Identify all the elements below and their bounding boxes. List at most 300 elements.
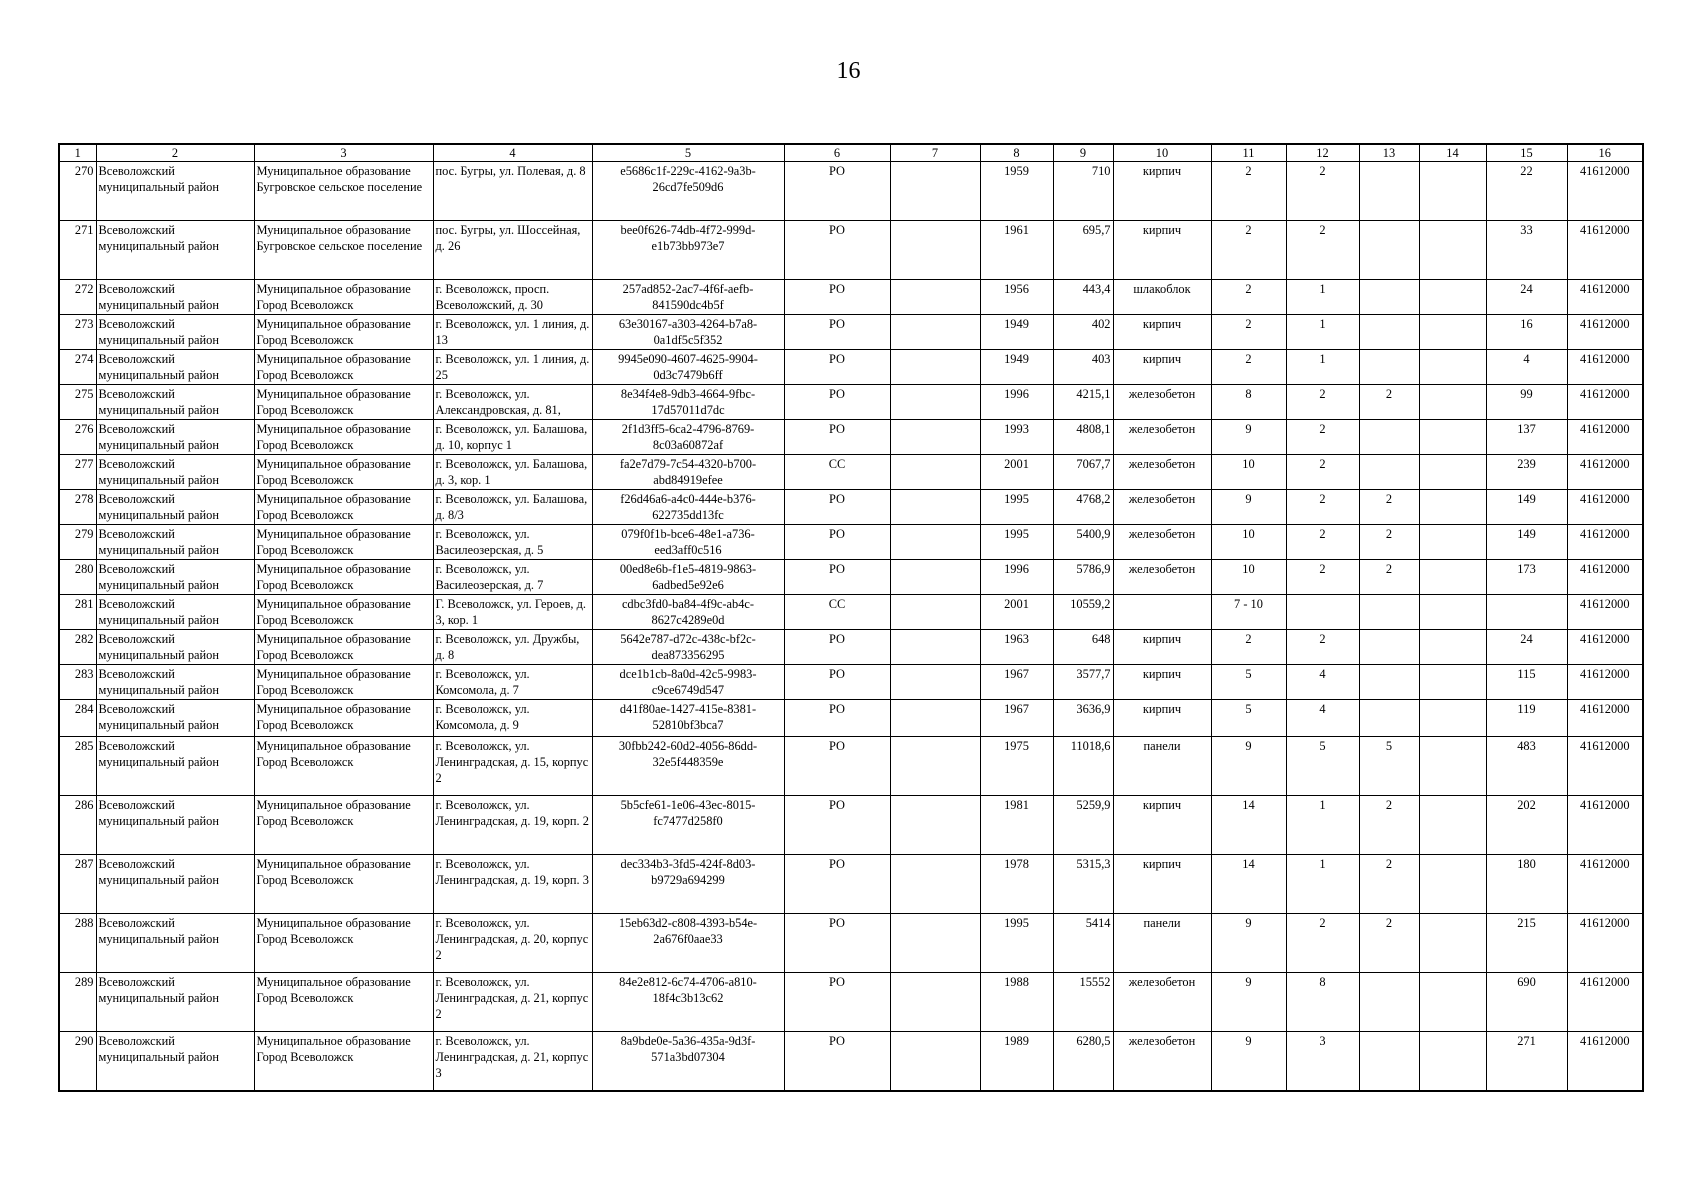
cell-area: 6280,5 [1053, 1032, 1113, 1092]
cell-address: г. Всеволожск, ул. Василеозерская, д. 7 [433, 560, 592, 595]
cell-c12: 1 [1286, 315, 1359, 350]
table-row [59, 700, 1643, 737]
cell-area: 11018,6 [1053, 737, 1113, 796]
cell-district: Всеволожский муниципальный район [96, 162, 254, 221]
cell-district: Всеволожский муниципальный район [96, 221, 254, 280]
cell-n: 281 [59, 595, 96, 630]
cell-type: РО [784, 630, 890, 665]
cell-n: 278 [59, 490, 96, 525]
cell-c15: 202 [1486, 796, 1567, 855]
cell-type: РО [784, 700, 890, 737]
table-row [59, 162, 1643, 221]
cell-year: 1995 [980, 490, 1053, 525]
cell-c14 [1419, 280, 1486, 315]
cell-c7 [890, 914, 980, 973]
cell-oktmo: 41612000 [1567, 973, 1643, 1032]
column-header-15: 15 [1486, 144, 1567, 162]
cell-municipality: Муниципальное образование Город Всеволожск [254, 315, 433, 350]
cell-c15: 483 [1486, 737, 1567, 796]
cell-area: 5315,3 [1053, 855, 1113, 914]
cell-year: 1949 [980, 350, 1053, 385]
cell-material: кирпич [1113, 855, 1211, 914]
cell-n: 283 [59, 665, 96, 700]
cell-c13 [1359, 221, 1419, 280]
cell-guid: 5642e787-d72c-438c-bf2c-dea873356295 [592, 630, 784, 665]
cell-c7 [890, 420, 980, 455]
cell-floors: 14 [1211, 796, 1286, 855]
cell-type: РО [784, 1032, 890, 1092]
cell-address: г. Всеволожск, просп. Всеволожский, д. 30 [433, 280, 592, 315]
cell-area: 5786,9 [1053, 560, 1113, 595]
cell-c12: 2 [1286, 630, 1359, 665]
cell-municipality: Муниципальное образование Город Всеволожск [254, 665, 433, 700]
cell-municipality: Муниципальное образование Город Всеволожск [254, 420, 433, 455]
cell-c15: 16 [1486, 315, 1567, 350]
cell-year: 2001 [980, 595, 1053, 630]
cell-c15: 33 [1486, 221, 1567, 280]
cell-oktmo: 41612000 [1567, 280, 1643, 315]
column-header-8: 8 [980, 144, 1053, 162]
cell-type: РО [784, 560, 890, 595]
cell-floors: 2 [1211, 630, 1286, 665]
cell-address: г. Всеволожск, ул. Комсомола, д. 9 [433, 700, 592, 737]
cell-c7 [890, 221, 980, 280]
cell-c15: 271 [1486, 1032, 1567, 1092]
cell-n: 272 [59, 280, 96, 315]
cell-floors: 2 [1211, 350, 1286, 385]
cell-guid: 63e30167-a303-4264-b7a8-0a1df5c5f352 [592, 315, 784, 350]
cell-n: 287 [59, 855, 96, 914]
column-header-13: 13 [1359, 144, 1419, 162]
cell-area: 3577,7 [1053, 665, 1113, 700]
cell-type: РО [784, 525, 890, 560]
cell-district: Всеволожский муниципальный район [96, 595, 254, 630]
column-header-2: 2 [96, 144, 254, 162]
cell-floors: 8 [1211, 385, 1286, 420]
cell-n: 290 [59, 1032, 96, 1092]
column-header-16: 16 [1567, 144, 1643, 162]
cell-c7 [890, 973, 980, 1032]
cell-year: 1989 [980, 1032, 1053, 1092]
cell-c12: 2 [1286, 455, 1359, 490]
cell-c13: 2 [1359, 796, 1419, 855]
cell-material: железобетон [1113, 420, 1211, 455]
cell-c14 [1419, 595, 1486, 630]
cell-address: г. Всеволожск, ул. Ленинградская, д. 15, корпус 2 [433, 737, 592, 796]
table-row [59, 737, 1643, 796]
cell-c12: 2 [1286, 490, 1359, 525]
cell-district: Всеволожский муниципальный район [96, 385, 254, 420]
cell-c12: 1 [1286, 350, 1359, 385]
cell-guid: d41f80ae-1427-415e-8381-52810bf3bca7 [592, 700, 784, 737]
cell-district: Всеволожский муниципальный район [96, 455, 254, 490]
cell-c13 [1359, 665, 1419, 700]
cell-year: 1959 [980, 162, 1053, 221]
cell-municipality: Муниципальное образование Город Всеволожск [254, 630, 433, 665]
cell-n: 273 [59, 315, 96, 350]
cell-c14 [1419, 665, 1486, 700]
cell-c13 [1359, 1032, 1419, 1092]
cell-address: Г. Всеволожск, ул. Героев, д. 3, кор. 1 [433, 595, 592, 630]
cell-c12: 5 [1286, 737, 1359, 796]
cell-type: РО [784, 490, 890, 525]
cell-c12: 1 [1286, 855, 1359, 914]
cell-oktmo: 41612000 [1567, 455, 1643, 490]
cell-guid: dec334b3-3fd5-424f-8d03-b9729a694299 [592, 855, 784, 914]
cell-c15 [1486, 595, 1567, 630]
cell-guid: 8e34f4e8-9db3-4664-9fbc-17d57011d7dc [592, 385, 784, 420]
cell-guid: cdbc3fd0-ba84-4f9c-ab4c-8627c4289e0d [592, 595, 784, 630]
cell-year: 1993 [980, 420, 1053, 455]
cell-oktmo: 41612000 [1567, 700, 1643, 737]
cell-c7 [890, 490, 980, 525]
cell-c7 [890, 315, 980, 350]
cell-guid: 8a9bde0e-5a36-435a-9d3f-571a3bd07304 [592, 1032, 784, 1092]
cell-municipality: Муниципальное образование Город Всеволожск [254, 595, 433, 630]
cell-c7 [890, 455, 980, 490]
column-header-12: 12 [1286, 144, 1359, 162]
cell-material: железобетон [1113, 973, 1211, 1032]
cell-district: Всеволожский муниципальный район [96, 973, 254, 1032]
cell-c12: 4 [1286, 665, 1359, 700]
table-row [59, 455, 1643, 490]
cell-area: 15552 [1053, 973, 1113, 1032]
cell-c14 [1419, 973, 1486, 1032]
table-row [59, 280, 1643, 315]
cell-type: РО [784, 665, 890, 700]
cell-area: 10559,2 [1053, 595, 1113, 630]
table-row [59, 973, 1643, 1032]
cell-c14 [1419, 560, 1486, 595]
cell-c14 [1419, 525, 1486, 560]
cell-material: железобетон [1113, 1032, 1211, 1092]
cell-type: СС [784, 455, 890, 490]
cell-c12: 2 [1286, 420, 1359, 455]
cell-guid: fa2e7d79-7c54-4320-b700-abd84919efee [592, 455, 784, 490]
cell-address: г. Всеволожск, ул. Александровская, д. 81, [433, 385, 592, 420]
cell-floors: 2 [1211, 315, 1286, 350]
cell-c12: 2 [1286, 385, 1359, 420]
cell-c15: 119 [1486, 700, 1567, 737]
cell-c13 [1359, 315, 1419, 350]
cell-material: кирпич [1113, 665, 1211, 700]
cell-area: 3636,9 [1053, 700, 1113, 737]
cell-c13 [1359, 595, 1419, 630]
cell-guid: bee0f626-74db-4f72-999d-e1b73bb973e7 [592, 221, 784, 280]
cell-c13 [1359, 973, 1419, 1032]
cell-c14 [1419, 350, 1486, 385]
cell-address: г. Всеволожск, ул. Балашова, д. 3, кор. 1 [433, 455, 592, 490]
cell-c15: 115 [1486, 665, 1567, 700]
cell-material: железобетон [1113, 455, 1211, 490]
cell-year: 1995 [980, 525, 1053, 560]
housing-register-table [58, 143, 1644, 1092]
cell-municipality: Муниципальное образование Город Всеволожск [254, 385, 433, 420]
cell-c7 [890, 700, 980, 737]
cell-district: Всеволожский муниципальный район [96, 315, 254, 350]
cell-c15: 99 [1486, 385, 1567, 420]
cell-c15: 22 [1486, 162, 1567, 221]
cell-n: 276 [59, 420, 96, 455]
cell-year: 1949 [980, 315, 1053, 350]
cell-c7 [890, 385, 980, 420]
cell-material [1113, 595, 1211, 630]
page-number: 16 [836, 58, 861, 84]
cell-c7 [890, 630, 980, 665]
column-header-4: 4 [433, 144, 592, 162]
cell-area: 695,7 [1053, 221, 1113, 280]
cell-material: кирпич [1113, 630, 1211, 665]
cell-guid: 257ad852-2ac7-4f6f-aefb-841590dc4b5f [592, 280, 784, 315]
cell-c13: 5 [1359, 737, 1419, 796]
cell-address: пос. Бугры, ул. Полевая, д. 8 [433, 162, 592, 221]
table-row [59, 796, 1643, 855]
cell-district: Всеволожский муниципальный район [96, 914, 254, 973]
table-row [59, 914, 1643, 973]
cell-area: 403 [1053, 350, 1113, 385]
cell-c15: 137 [1486, 420, 1567, 455]
cell-type: РО [784, 315, 890, 350]
cell-municipality: Муниципальное образование Город Всеволожск [254, 525, 433, 560]
cell-material: кирпич [1113, 700, 1211, 737]
cell-c7 [890, 595, 980, 630]
cell-material: железобетон [1113, 490, 1211, 525]
cell-c14 [1419, 737, 1486, 796]
cell-oktmo: 41612000 [1567, 420, 1643, 455]
cell-c12: 2 [1286, 162, 1359, 221]
cell-c7 [890, 525, 980, 560]
cell-year: 1967 [980, 700, 1053, 737]
column-number-row [59, 144, 1643, 162]
cell-address: г. Всеволожск, ул. Ленинградская, д. 20, корпус 2 [433, 914, 592, 973]
cell-guid: 9945e090-4607-4625-9904-0d3c7479b6ff [592, 350, 784, 385]
column-header-14: 14 [1419, 144, 1486, 162]
cell-material: панели [1113, 737, 1211, 796]
cell-material: кирпич [1113, 350, 1211, 385]
cell-municipality: Муниципальное образование Город Всеволожск [254, 280, 433, 315]
cell-c15: 4 [1486, 350, 1567, 385]
cell-c7 [890, 162, 980, 221]
column-header-10: 10 [1113, 144, 1211, 162]
table-row [59, 595, 1643, 630]
cell-c14 [1419, 1032, 1486, 1092]
cell-n: 288 [59, 914, 96, 973]
cell-year: 1981 [980, 796, 1053, 855]
cell-c7 [890, 665, 980, 700]
table-row [59, 1032, 1643, 1092]
cell-n: 285 [59, 737, 96, 796]
cell-oktmo: 41612000 [1567, 630, 1643, 665]
cell-municipality: Муниципальное образование Город Всеволожск [254, 560, 433, 595]
cell-oktmo: 41612000 [1567, 595, 1643, 630]
table-row [59, 560, 1643, 595]
cell-floors: 7 - 10 [1211, 595, 1286, 630]
cell-floors: 14 [1211, 855, 1286, 914]
cell-year: 1996 [980, 560, 1053, 595]
cell-municipality: Муниципальное образование Город Всеволожск [254, 455, 433, 490]
cell-c14 [1419, 630, 1486, 665]
cell-oktmo: 41612000 [1567, 796, 1643, 855]
cell-floors: 2 [1211, 280, 1286, 315]
cell-c14 [1419, 221, 1486, 280]
cell-c13: 2 [1359, 914, 1419, 973]
cell-n: 279 [59, 525, 96, 560]
column-header-3: 3 [254, 144, 433, 162]
cell-c13: 2 [1359, 525, 1419, 560]
cell-type: РО [784, 737, 890, 796]
cell-c14 [1419, 420, 1486, 455]
cell-guid: dce1b1cb-8a0d-42c5-9983-c9ce6749d547 [592, 665, 784, 700]
cell-year: 1967 [980, 665, 1053, 700]
cell-type: РО [784, 420, 890, 455]
column-header-6: 6 [784, 144, 890, 162]
cell-c12: 1 [1286, 280, 1359, 315]
cell-guid: 5b5cfe61-1e06-43ec-8015-fc7477d258f0 [592, 796, 784, 855]
table-row [59, 630, 1643, 665]
cell-c15: 24 [1486, 630, 1567, 665]
cell-c12: 3 [1286, 1032, 1359, 1092]
cell-municipality: Муниципальное образование Город Всеволожск [254, 737, 433, 796]
cell-n: 282 [59, 630, 96, 665]
cell-oktmo: 41612000 [1567, 350, 1643, 385]
cell-oktmo: 41612000 [1567, 221, 1643, 280]
cell-year: 2001 [980, 455, 1053, 490]
cell-n: 271 [59, 221, 96, 280]
cell-c13: 2 [1359, 560, 1419, 595]
column-header-5: 5 [592, 144, 784, 162]
cell-c13 [1359, 455, 1419, 490]
cell-c12 [1286, 595, 1359, 630]
cell-n: 289 [59, 973, 96, 1032]
cell-c7 [890, 737, 980, 796]
cell-district: Всеволожский муниципальный район [96, 665, 254, 700]
cell-c15: 215 [1486, 914, 1567, 973]
cell-address: г. Всеволожск, ул. Балашова, д. 10, корпус 1 [433, 420, 592, 455]
table-row [59, 665, 1643, 700]
cell-oktmo: 41612000 [1567, 525, 1643, 560]
table-row [59, 855, 1643, 914]
cell-oktmo: 41612000 [1567, 914, 1643, 973]
cell-year: 1996 [980, 385, 1053, 420]
cell-guid: 079f0f1b-bce6-48e1-a736-eed3aff0c516 [592, 525, 784, 560]
cell-material: панели [1113, 914, 1211, 973]
cell-c7 [890, 796, 980, 855]
cell-year: 1975 [980, 737, 1053, 796]
cell-n: 277 [59, 455, 96, 490]
cell-oktmo: 41612000 [1567, 1032, 1643, 1092]
cell-c13 [1359, 350, 1419, 385]
cell-floors: 9 [1211, 490, 1286, 525]
cell-area: 710 [1053, 162, 1113, 221]
cell-district: Всеволожский муниципальный район [96, 630, 254, 665]
cell-material: железобетон [1113, 560, 1211, 595]
cell-c12: 2 [1286, 560, 1359, 595]
cell-area: 4808,1 [1053, 420, 1113, 455]
cell-oktmo: 41612000 [1567, 385, 1643, 420]
cell-oktmo: 41612000 [1567, 560, 1643, 595]
cell-municipality: Муниципальное образование Город Всеволожск [254, 1032, 433, 1092]
cell-c13: 2 [1359, 855, 1419, 914]
cell-guid: 00ed8e6b-f1e5-4819-9863-6adbed5e92e6 [592, 560, 784, 595]
cell-oktmo: 41612000 [1567, 737, 1643, 796]
cell-district: Всеволожский муниципальный район [96, 350, 254, 385]
cell-district: Всеволожский муниципальный район [96, 560, 254, 595]
cell-district: Всеволожский муниципальный район [96, 525, 254, 560]
cell-c7 [890, 855, 980, 914]
cell-material: кирпич [1113, 315, 1211, 350]
table-row [59, 420, 1643, 455]
cell-area: 7067,7 [1053, 455, 1113, 490]
cell-c15: 180 [1486, 855, 1567, 914]
cell-c12: 4 [1286, 700, 1359, 737]
cell-c7 [890, 350, 980, 385]
cell-address: г. Всеволожск, ул. 1 линия, д. 13 [433, 315, 592, 350]
cell-c12: 1 [1286, 796, 1359, 855]
cell-n: 275 [59, 385, 96, 420]
cell-c13 [1359, 280, 1419, 315]
cell-address: г. Всеволожск, ул. Дружбы, д. 8 [433, 630, 592, 665]
cell-guid: 15eb63d2-c808-4393-b54e-2a676f0aae33 [592, 914, 784, 973]
cell-area: 402 [1053, 315, 1113, 350]
cell-c7 [890, 280, 980, 315]
cell-n: 280 [59, 560, 96, 595]
cell-material: кирпич [1113, 221, 1211, 280]
cell-guid: 30fbb242-60d2-4056-86dd-32e5f448359e [592, 737, 784, 796]
cell-floors: 2 [1211, 221, 1286, 280]
cell-municipality: Муниципальное образование Город Всеволожск [254, 700, 433, 737]
cell-n: 286 [59, 796, 96, 855]
cell-district: Всеволожский муниципальный район [96, 1032, 254, 1092]
cell-type: РО [784, 221, 890, 280]
cell-type: РО [784, 914, 890, 973]
cell-year: 1963 [980, 630, 1053, 665]
cell-year: 1995 [980, 914, 1053, 973]
table-body [59, 162, 1643, 1092]
cell-municipality: Муниципальное образование Бугровское сельское поселение [254, 221, 433, 280]
cell-c13 [1359, 420, 1419, 455]
table-row [59, 315, 1643, 350]
cell-c13: 2 [1359, 490, 1419, 525]
cell-area: 443,4 [1053, 280, 1113, 315]
column-header-11: 11 [1211, 144, 1286, 162]
cell-type: РО [784, 162, 890, 221]
cell-area: 4768,2 [1053, 490, 1113, 525]
cell-municipality: Муниципальное образование Город Всеволожск [254, 350, 433, 385]
cell-year: 1978 [980, 855, 1053, 914]
column-header-7: 7 [890, 144, 980, 162]
cell-type: РО [784, 855, 890, 914]
cell-c15: 239 [1486, 455, 1567, 490]
cell-floors: 10 [1211, 525, 1286, 560]
cell-district: Всеволожский муниципальный район [96, 420, 254, 455]
cell-municipality: Муниципальное образование Город Всеволожск [254, 914, 433, 973]
cell-c15: 149 [1486, 490, 1567, 525]
cell-floors: 9 [1211, 737, 1286, 796]
cell-year: 1956 [980, 280, 1053, 315]
cell-address: г. Всеволожск, ул. Балашова, д. 8/3 [433, 490, 592, 525]
cell-type: РО [784, 796, 890, 855]
cell-c15: 149 [1486, 525, 1567, 560]
cell-c15: 173 [1486, 560, 1567, 595]
cell-district: Всеволожский муниципальный район [96, 796, 254, 855]
cell-c14 [1419, 490, 1486, 525]
cell-type: РО [784, 280, 890, 315]
cell-district: Всеволожский муниципальный район [96, 737, 254, 796]
cell-municipality: Муниципальное образование Бугровское сельское поселение [254, 162, 433, 221]
cell-address: г. Всеволожск, ул. Комсомола, д. 7 [433, 665, 592, 700]
cell-n: 284 [59, 700, 96, 737]
cell-c14 [1419, 796, 1486, 855]
